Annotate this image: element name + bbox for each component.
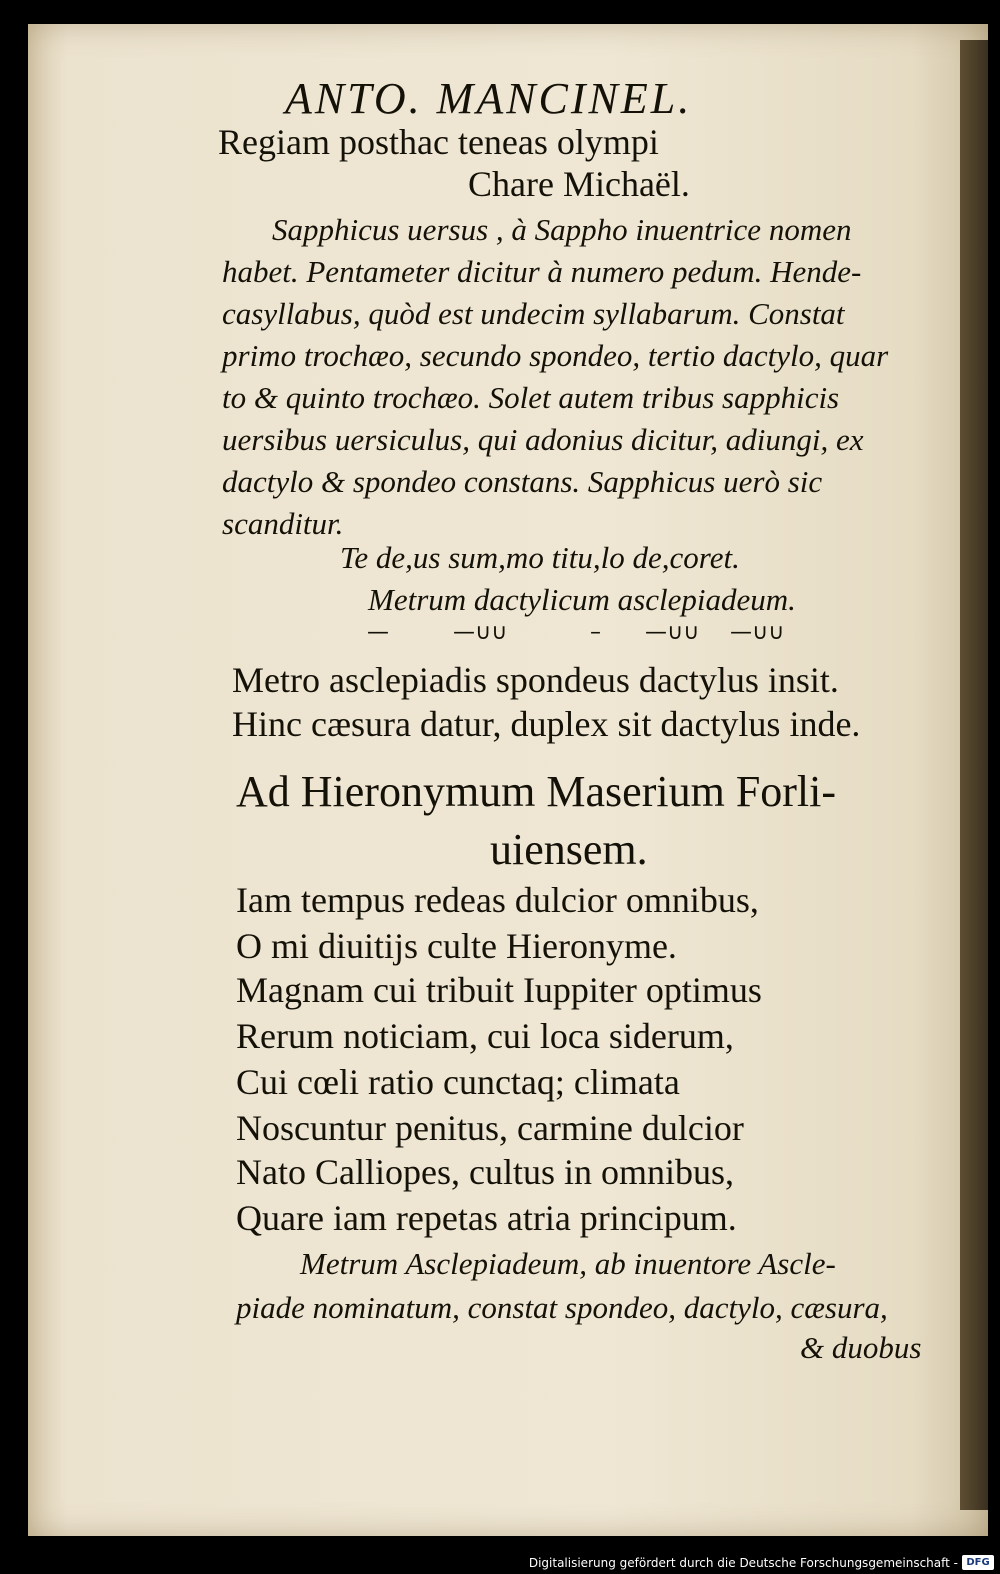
commentary-line: piade nominatum, constat spondeo, dactylo, cæsura, — [236, 1290, 888, 1325]
meter-mark: —∪∪ — [730, 620, 785, 645]
page-edge — [960, 40, 988, 1510]
commentary-line: uersibus uersiculus, qui adonius dicitur, adiungi, ex — [222, 422, 864, 457]
poem-line: Nato Calliopes, cultus in omnibus, — [236, 1152, 734, 1192]
poem-line: Quare iam repetas atria principum. — [236, 1198, 737, 1238]
running-head: ANTO. MANCINEL. — [285, 74, 693, 123]
commentary-line: Sapphicus uersus , à Sappho inuentrice nomen — [272, 212, 852, 247]
commentary-line: Metrum Asclepiadeum, ab inuentore Ascle- — [300, 1246, 836, 1281]
meter-title: Metrum dactylicum asclepiadeum. — [368, 582, 796, 617]
rule-line: Metro asclepiadis spondeus dactylus insit. — [232, 660, 839, 700]
meter-mark: —∪∪ — [645, 620, 700, 645]
meter-mark: – — [590, 620, 601, 645]
poem-line: O mi diuitijs culte Hieronyme. — [236, 926, 677, 966]
funding-credit: Digitalisierung gefördert durch die Deutsche Forschungsgemeinschaft - — [528, 1556, 958, 1570]
meter-mark: —∪∪ — [453, 620, 508, 645]
meter-mark: — — [367, 620, 389, 645]
commentary-line: casyllabus, quòd est undecim syllabarum. Constat — [222, 296, 845, 331]
commentary-line: to & quinto trochæo. Solet autem tribus sapphicis — [222, 380, 840, 415]
poem-heading: Ad Hieronymum Maserium Forli- — [236, 767, 837, 816]
poem-line: Cui cœli ratio cunctaq; climata — [236, 1062, 680, 1102]
rule-line: Hinc cæsura datur, duplex sit dactylus inde. — [232, 704, 861, 744]
poem-line: Rerum noticiam, cui loca siderum, — [236, 1016, 734, 1056]
poem-line: Noscuntur penitus, carmine dulcior — [236, 1108, 744, 1148]
meter-marks — [255, 620, 815, 650]
poem-line: Regiam posthac teneas olympi — [218, 122, 659, 162]
commentary-line: scanditur. — [222, 506, 344, 541]
commentary-line: primo trochæo, secundo spondeo, tertio dactylo, quar — [222, 338, 889, 373]
scansion-line: Te de,us sum,mo titu,lo de,coret. — [340, 540, 740, 575]
commentary-line: dactylo & spondeo constans. Sapphicus uerò sic — [222, 464, 823, 499]
catchword: & duobus — [800, 1330, 922, 1365]
poem-line: Magnam cui tribuit Iuppiter optimus — [236, 970, 762, 1010]
poem-heading: uiensem. — [490, 825, 648, 874]
commentary-line: habet. Pentameter dicitur à numero pedum. Hende- — [222, 254, 862, 289]
poem-line: Iam tempus redeas dulcior omnibus, — [236, 880, 759, 920]
poem-line: Chare Michaël. — [468, 164, 690, 204]
dfg-logo: DFG — [962, 1555, 994, 1570]
